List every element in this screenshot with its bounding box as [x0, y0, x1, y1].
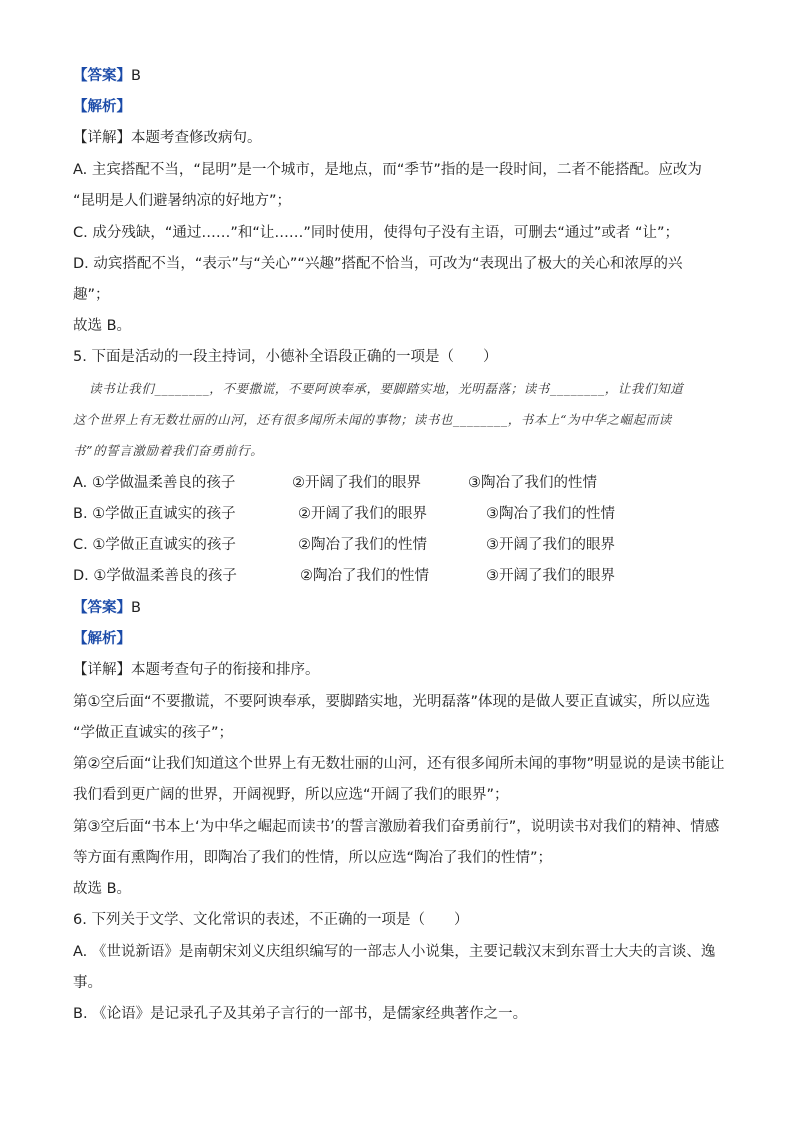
question-6-option-a-cont: 事。 [73, 975, 102, 991]
blank-1-explanation: 第①空后面“不要撒谎，不要阿谀奉承，要脚踏实地，光明磊落”体现的是做人要正直诚实，所以应选 [73, 694, 711, 710]
option-c-part3: ③开阔了我们的眼界 [486, 537, 615, 553]
option-d-part1: D. ①学做温柔善良的孩子 [73, 568, 237, 584]
option-a-explanation: A. 主宾搭配不当，“昆明”是一个城市，是地点，而“季节”指的是一段时间，二者不能搭配。应改为 [73, 162, 702, 178]
question-6-option-a: A. 《世说新语》是南朝宋刘义庆组织编写的一部志人小说集，主要记载汉末到东晋士大夫的言谈、逸 [73, 944, 716, 960]
blank-3-explanation-cont: 等方面有熏陶作用，即陶冶了我们的性情，所以应选“陶冶了我们的性情”； [73, 850, 553, 866]
passage-line: 这个世界上有无数壮丽的山河，还有很多闻所未闻的事物；读书也________，书本上“为中华之崛起而读 [73, 412, 672, 427]
answer-tag: 【答案】 [73, 68, 131, 84]
passage-line: 读书让我们________，不要撒谎，不要阿谀奉承，要脚踏实地，光明磊落；读书________，让我们知道 [89, 381, 684, 396]
option-a-part1: A. ①学做温柔善良的孩子 [73, 475, 236, 491]
detail-line [73, 660, 320, 680]
analysis-tag: 【解析】 [73, 99, 131, 115]
blank-2-explanation: 第②空后面“让我们知道这个世界上有无数壮丽的山河，还有很多闻所未闻的事物”明显说的是读书能让 [73, 756, 725, 772]
question-6-stem: 6. 下列关于文学、文化常识的表述，不正确的一项是（ ） [73, 912, 469, 928]
answer-value: B [131, 68, 141, 84]
option-d-explanation: D. 动宾搭配不当，“表示”与“关心”“兴趣”搭配不恰当，可改为“表现出了极大的关心和浓厚的兴 [73, 256, 683, 272]
option-b-part3: ③陶冶了我们的性情 [486, 506, 615, 522]
option-a-part3: ③陶冶了我们的性情 [468, 475, 597, 491]
option-a-explanation-cont: “昆明是人们避暑纳凉的好地方”； [73, 193, 292, 209]
analysis-line [73, 97, 131, 117]
option-b-part2: ②开阔了我们的眼界 [298, 506, 427, 522]
blank-3-explanation: 第③空后面“书本上‘为中华之崛起而读书’的誓言激励着我们奋勇前行”，说明读书对我们的精神、情感 [73, 819, 720, 835]
blank-2-explanation-cont: 我们看到更广阔的世界，开阔视野，所以应选“开阔了我们的眼界”； [73, 787, 509, 803]
conclusion: 故选 B。 [73, 318, 132, 334]
option-a-part2: ②开阔了我们的眼界 [292, 475, 421, 491]
blank-1-explanation-cont: “学做正直诚实的孩子”； [73, 725, 234, 741]
option-d-explanation-cont: 趣”； [73, 287, 110, 303]
option-d-part3: ③开阔了我们的眼界 [486, 568, 615, 584]
passage-line: 书”的誓言激励着我们奋勇前行。 [73, 443, 264, 458]
option-b-part1: B. ①学做正直诚实的孩子 [73, 506, 236, 522]
conclusion: 故选 B。 [73, 881, 132, 897]
answer-tag: 【答案】 [73, 600, 131, 616]
option-c-part1: C. ①学做正直诚实的孩子 [73, 537, 236, 553]
answer-line [73, 66, 141, 86]
detail-text: 本题考查句子的衔接和排序。 [131, 662, 320, 678]
detail-line [73, 128, 262, 148]
detail-text: 本题考查修改病句。 [131, 130, 262, 146]
question-6-option-b: B. 《论语》是记录孔子及其弟子言行的一部书，是儒家经典著作之一。 [73, 1006, 528, 1022]
answer-value: B [131, 600, 141, 616]
option-c-explanation: C. 成分残缺，“通过……”和“让……”同时使用，使得句子没有主语，可删去“通过”或者 “让”； [73, 225, 680, 241]
option-c-part2: ②陶冶了我们的性情 [298, 537, 427, 553]
analysis-line [73, 629, 131, 649]
detail-tag: 【详解】 [73, 662, 131, 678]
question-5-stem: 5. 下面是活动的一段主持词，小德补全语段正确的一项是（ ） [73, 349, 498, 365]
detail-tag: 【详解】 [73, 130, 131, 146]
option-d-part2: ②陶冶了我们的性情 [300, 568, 429, 584]
answer-line [73, 598, 141, 618]
analysis-tag: 【解析】 [73, 631, 131, 647]
